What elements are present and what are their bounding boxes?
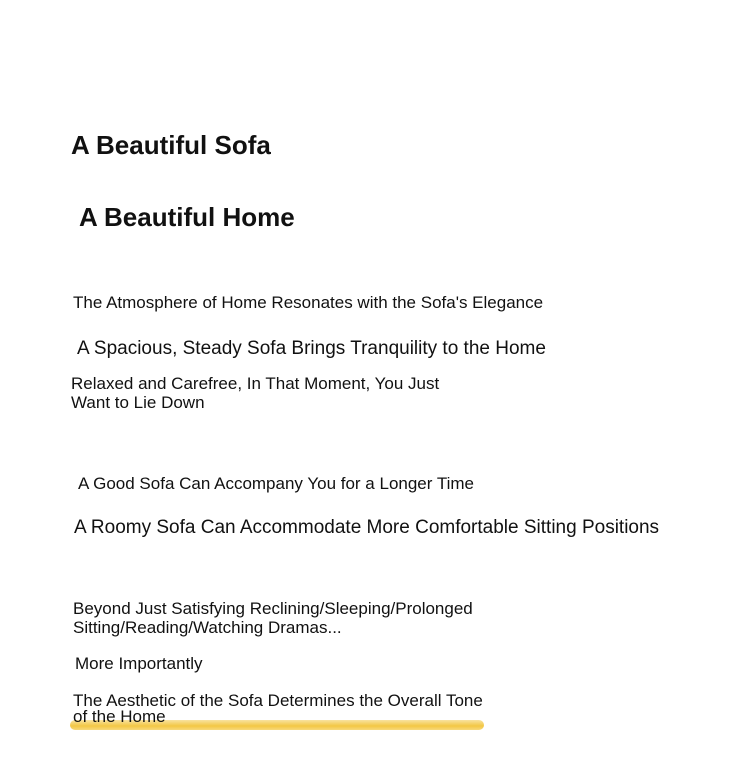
heading-beautiful-sofa: A Beautiful Sofa <box>71 130 271 160</box>
line-good-sofa: A Good Sofa Can Accompany You for a Longer Time <box>78 474 474 493</box>
line-more-importantly: More Importantly <box>75 654 203 673</box>
line-aesthetic: The Aesthetic of the Sofa Determines the Overall Tone of the Home <box>73 691 483 726</box>
line-relaxed: Relaxed and Carefree, In That Moment, You Just Want to Lie Down <box>71 374 440 412</box>
line-atmosphere: The Atmosphere of Home Resonates with the Sofa's Elegance <box>73 293 544 312</box>
heading-beautiful-home: A Beautiful Home <box>79 202 295 232</box>
line-spacious-sofa: A Spacious, Steady Sofa Brings Tranquility to the Home <box>77 338 546 359</box>
line-roomy-sofa: A Roomy Sofa Can Accommodate More Comfortable Sitting Positions <box>74 517 660 538</box>
line-beyond: Beyond Just Satisfying Reclining/Sleeping/Prolonged Sitting/Reading/Watching Dramas... <box>73 599 473 637</box>
